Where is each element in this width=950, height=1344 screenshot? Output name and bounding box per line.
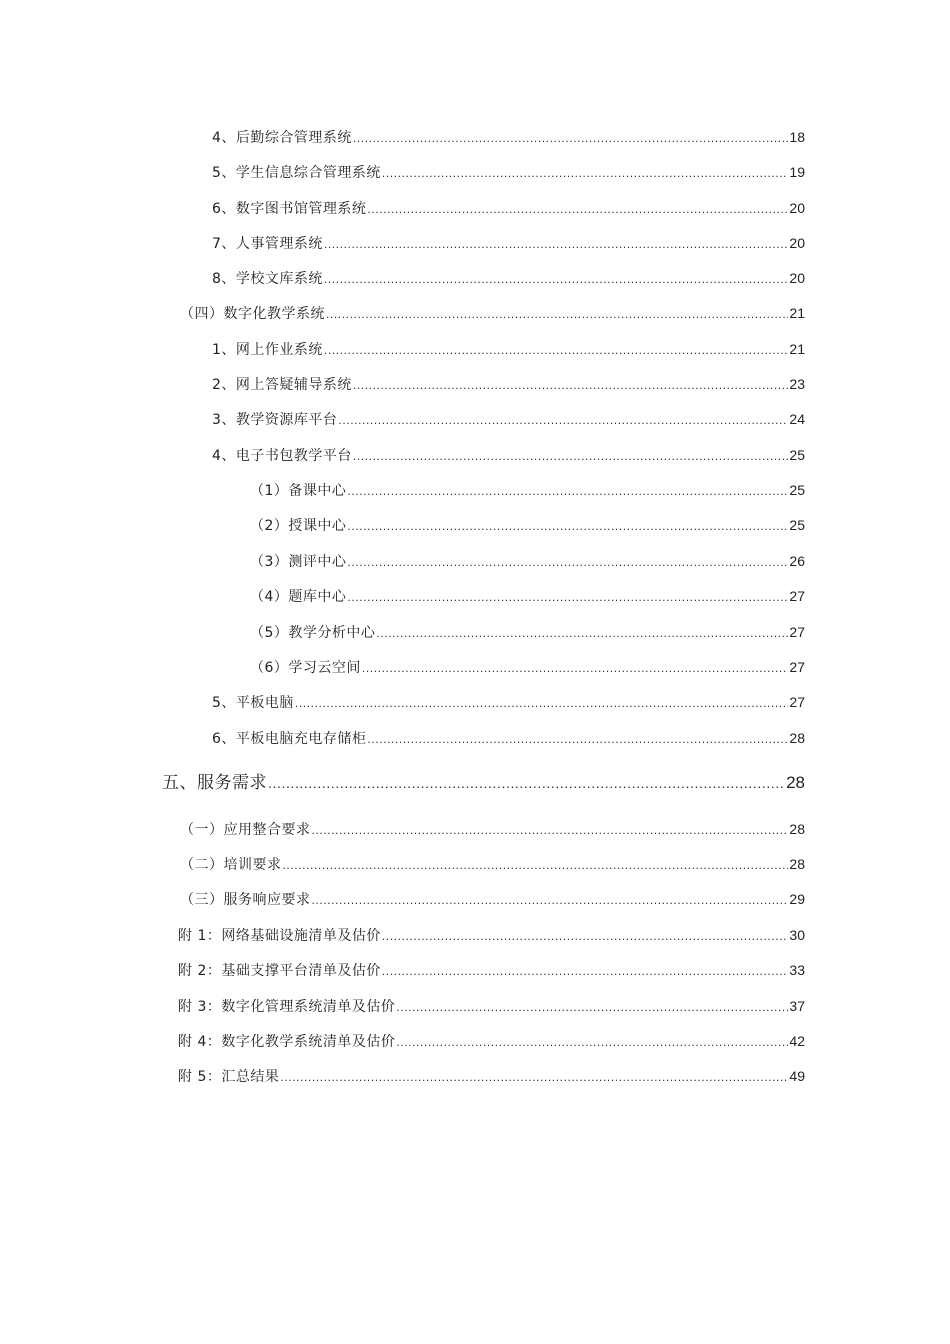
toc-page-number: 42 (789, 1033, 805, 1049)
dot-leader (268, 771, 785, 795)
dot-leader (324, 269, 789, 289)
toc-entry[interactable] (250, 657, 805, 678)
toc-entry[interactable] (212, 728, 805, 749)
toc-page-number: 28 (789, 730, 805, 746)
toc-page-number: 30 (789, 927, 805, 943)
dot-leader (362, 658, 789, 678)
toc-page-number: 21 (789, 341, 805, 357)
dot-leader (324, 234, 789, 254)
toc-entry-label: 2、网上答疑辅导系统 (212, 377, 352, 393)
toc-page-number: 27 (789, 659, 805, 675)
toc-entry[interactable] (250, 586, 805, 607)
dot-leader (347, 552, 788, 572)
toc-entry-label: 五、服务需求 (162, 773, 267, 793)
toc-entry-label: （3）测评中心 (250, 554, 347, 570)
toc-page-number: 25 (789, 447, 805, 463)
toc-page-number: 28 (786, 773, 805, 792)
dot-leader (376, 623, 788, 643)
dot-leader (347, 481, 788, 501)
toc-page-number: 26 (789, 553, 805, 569)
dot-leader (367, 199, 788, 219)
toc-entry[interactable] (212, 127, 805, 148)
toc-page-number: 20 (789, 235, 805, 251)
toc-entry[interactable] (250, 551, 805, 572)
toc-entry-label: 附 2：基础支撑平台清单及估价 (178, 963, 381, 979)
toc-entry-label: （1）备课中心 (250, 483, 347, 499)
dot-leader (312, 820, 789, 840)
toc-entry-label: 附 5：汇总结果 (178, 1069, 280, 1085)
toc-entry-label: 8、学校文库系统 (212, 271, 323, 287)
toc-page-number: 28 (789, 821, 805, 837)
toc-entry-label: （二）培训要求 (180, 857, 282, 873)
toc-page-number: 24 (789, 411, 805, 427)
toc-entry-label: 6、平板电脑充电存储柜 (212, 731, 367, 747)
toc-entry-label: 5、学生信息综合管理系统 (212, 165, 381, 181)
toc-entry[interactable] (212, 233, 805, 254)
dot-leader (353, 375, 789, 395)
toc-page-number: 49 (789, 1068, 805, 1084)
toc-entry-label: 5、平板电脑 (212, 695, 294, 711)
toc-entry-label: （4）题库中心 (250, 589, 347, 605)
dot-leader (283, 855, 789, 875)
dot-leader (295, 693, 789, 713)
dot-leader (326, 304, 788, 324)
toc-entry[interactable] (180, 819, 805, 840)
toc-entry[interactable] (250, 622, 805, 643)
dot-leader (338, 410, 788, 430)
dot-leader (396, 997, 788, 1017)
toc-entry-label: 6、数字图书馆管理系统 (212, 201, 367, 217)
toc-entry-label: （四）数字化教学系统 (180, 306, 325, 322)
toc-page-number: 23 (789, 376, 805, 392)
dot-leader (382, 163, 789, 183)
toc-entry[interactable] (180, 303, 805, 324)
toc-entry[interactable] (212, 374, 805, 395)
dot-leader (347, 516, 788, 536)
toc-entry-label: 1、网上作业系统 (212, 342, 323, 358)
toc-entry[interactable] (180, 854, 805, 875)
toc-entry[interactable] (250, 480, 805, 501)
toc-entry[interactable] (162, 771, 805, 795)
dot-leader (382, 926, 789, 946)
toc-entry[interactable] (212, 692, 805, 713)
toc-entry[interactable] (178, 1031, 805, 1052)
toc-entry-label: （2）授课中心 (250, 518, 347, 534)
toc-page-number: 37 (789, 998, 805, 1014)
toc-page-number: 19 (789, 164, 805, 180)
toc-entry[interactable] (178, 925, 805, 946)
toc-entry-label: （5）教学分析中心 (250, 625, 376, 641)
dot-leader (347, 587, 788, 607)
toc-page-number: 27 (789, 694, 805, 710)
toc-page-number: 27 (789, 588, 805, 604)
toc-entry-label: 7、人事管理系统 (212, 236, 323, 252)
toc-page-number: 18 (789, 129, 805, 145)
dot-leader (324, 340, 789, 360)
toc-page-number: 29 (789, 891, 805, 907)
toc-entry[interactable] (178, 1066, 805, 1087)
toc-entry-label: 3、教学资源库平台 (212, 412, 338, 428)
toc-page-number: 20 (789, 270, 805, 286)
toc-entry[interactable] (212, 162, 805, 183)
dot-leader (367, 729, 788, 749)
dot-leader (312, 890, 789, 910)
dot-leader (353, 128, 789, 148)
toc-page-number: 27 (789, 624, 805, 640)
toc-entry-label: 附 3：数字化管理系统清单及估价 (178, 999, 396, 1015)
toc-entry-label: （6）学习云空间 (250, 660, 361, 676)
toc-page-number: 33 (789, 962, 805, 978)
toc-entry-label: 4、电子书包教学平台 (212, 448, 352, 464)
toc-entry[interactable] (212, 409, 805, 430)
toc-page-number: 28 (789, 856, 805, 872)
toc-entry[interactable] (250, 515, 805, 536)
dot-leader (280, 1067, 788, 1087)
dot-leader (382, 961, 789, 981)
toc-entry[interactable] (212, 445, 805, 466)
toc-entry[interactable] (178, 960, 805, 981)
toc-entry-label: 附 4：数字化教学系统清单及估价 (178, 1034, 396, 1050)
dot-leader (353, 446, 789, 466)
toc-entry[interactable] (212, 339, 805, 360)
toc-entry-label: （三）服务响应要求 (180, 892, 311, 908)
toc-entry[interactable] (178, 996, 805, 1017)
toc-page-number: 21 (789, 305, 805, 321)
toc-page-number: 20 (789, 200, 805, 216)
toc-entry[interactable] (180, 889, 805, 910)
toc-entry-label: 附 1：网络基础设施清单及估价 (178, 928, 381, 944)
toc-entry-label: （一）应用整合要求 (180, 822, 311, 838)
toc-page-number: 25 (789, 517, 805, 533)
dot-leader (396, 1032, 788, 1052)
toc-entry[interactable] (212, 198, 805, 219)
toc-entry[interactable] (212, 268, 805, 289)
toc-entry-label: 4、后勤综合管理系统 (212, 130, 352, 146)
toc-page-number: 25 (789, 482, 805, 498)
